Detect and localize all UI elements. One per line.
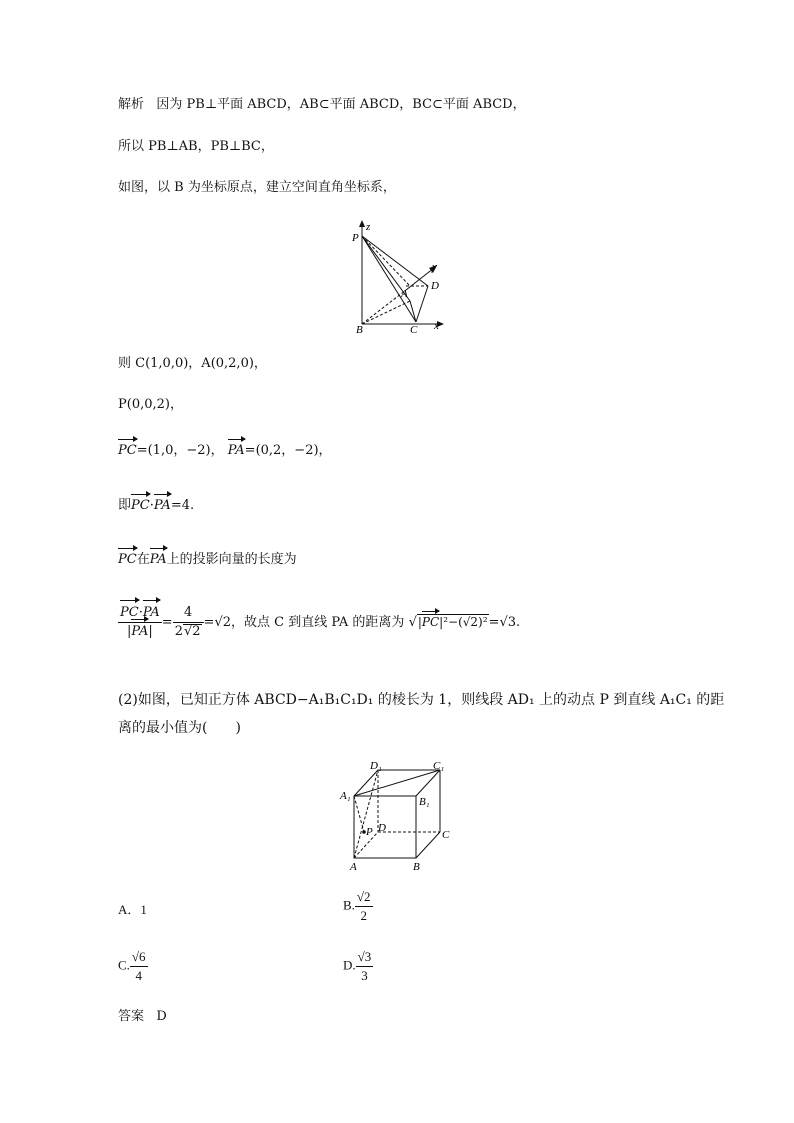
option-C[interactable] [118,948,148,985]
eq-sign-1: = [161,615,173,630]
fig1-label-P: P [352,232,359,244]
option-C-label: C. [118,957,130,973]
figure-1-pyramid-diagram [348,218,448,336]
fig1-label-x: x [434,320,439,332]
analysis-line-7: 即PC·PA=4. [118,498,195,513]
figure-2-cube-diagram [338,758,458,876]
fig1-label-C: C [410,324,418,336]
analysis-line-8 [118,552,297,568]
analysis-line-5: P(0,0,2)， [118,397,183,412]
option-D-denominator: 3 [361,968,368,983]
fig2-label-A1: A₁ [340,790,351,802]
analysis-text-1: 因为 PB⊥平面 ABCD，AB⊂平面 ABCD，BC⊂平面 ABCD， [156,97,526,112]
option-B[interactable] [343,888,373,925]
distance-text: =√2，故点 C 到直线 PA 的距离为 [203,615,405,630]
projection-fraction: $\frac{PC\cdot PA}{|PA|}$ [120,605,160,639]
vector-PC: PC [118,552,137,567]
distance-result: =√3. [488,615,521,630]
option-D-label: D. [343,957,356,973]
option-A-label: A． [118,902,141,917]
projection-mid: 在 [136,552,150,567]
analysis-line-2: 所以 PB⊥AB，PB⊥BC， [118,139,274,154]
answer-value: D [156,1009,167,1024]
fig1-label-D: D [431,280,439,292]
option-A-value: 1 [140,902,147,917]
answer-line [118,1009,167,1025]
analysis-line-4: 则 C(1,0,0)，A(0,2,0)， [118,356,267,371]
analysis-formula [118,604,520,641]
vector-PC: PC [120,605,139,620]
option-C-numerator: √6 [130,948,148,967]
fig1-label-z: z [366,221,371,233]
analysis-line-3: 如图，以 B 为坐标原点，建立空间直角坐标系， [118,180,396,195]
distance-radical: √|PC|²−(√2)² [408,614,488,630]
fraction-numerator: 4 [173,604,204,623]
fig2-label-D: D [378,822,386,834]
fig2-label-C1: C₁ [433,760,445,772]
projection-suffix: 上的投影向量的长度为 [166,552,297,567]
vector-PC: PC [131,498,150,513]
option-D-numerator: √3 [356,948,374,967]
vector-PA: PA [149,552,167,567]
answer-label: 答案 [118,1009,145,1024]
value-fraction: $\frac{4}{2√2}$ [173,604,204,641]
option-D[interactable] [343,948,373,985]
fig1-label-B: B [356,324,363,336]
vector-PC-value: =(1,0，−2)， [136,443,224,458]
vector-PC: PC [421,614,440,629]
option-B-denominator: 2 [360,908,367,923]
vector-PA-value: =(0,2，−2)， [244,443,332,458]
analysis-line-1 [118,97,526,113]
fig2-label-B1: B₁ [419,796,430,808]
vector-PC: PC [118,443,137,458]
fig1-label-A: A [401,288,408,300]
fig2-label-C: C [442,829,450,841]
vector-PA: PA [153,498,171,513]
analysis-label: 解析 [118,97,145,112]
fraction-denominator: 2 [174,624,183,639]
fig2-label-A: A [350,861,357,873]
option-A[interactable] [118,902,147,918]
analysis-line-6 [118,443,332,459]
question-line-2: 离的最小值为( ) [118,720,241,736]
dot-suffix: =4. [170,498,195,513]
fig2-label-D1: D₁ [370,760,382,772]
option-C-denominator: 4 [135,968,142,983]
option-B-fraction [355,888,373,925]
option-D-fraction [356,948,374,985]
dot-prefix: 即 [118,498,132,513]
option-B-label: B. [343,897,355,913]
option-C-fraction [130,948,148,985]
fig2-label-P: P [366,826,373,838]
option-B-numerator: √2 [355,888,373,907]
question-line-1: (2)如图，已知正方体 ABCD−A₁B₁C₁D₁ 的棱长为 1，则线段 AD₁ 上的动点 P 到直线 A₁C₁ 的距 [118,692,725,708]
fig2-label-B: B [413,861,420,873]
vector-PA: PA [131,624,149,639]
vector-PA: PA [142,605,160,620]
fig1-label-y: y [432,261,437,273]
vector-PA: PA [227,443,245,458]
